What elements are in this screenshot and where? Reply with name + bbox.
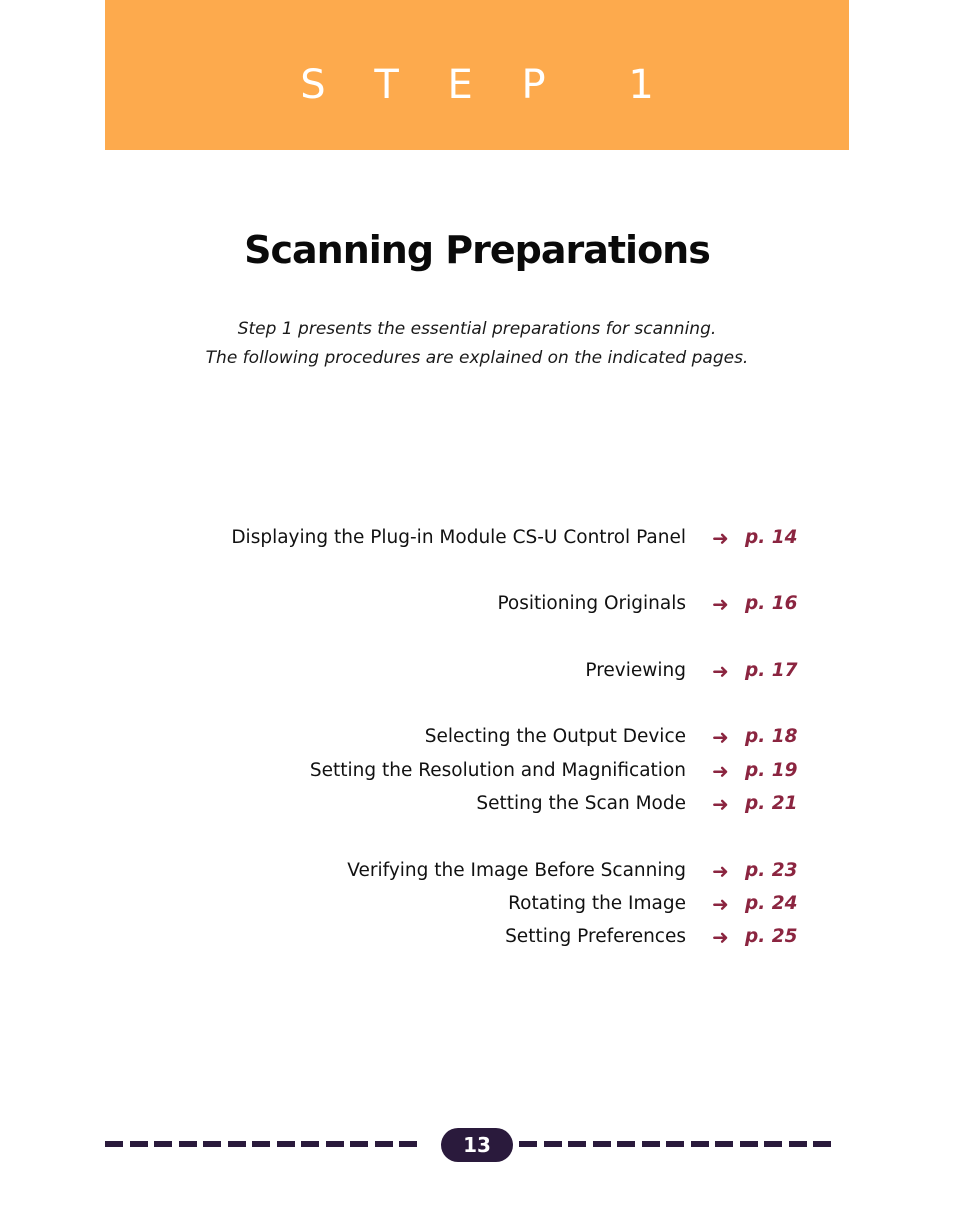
page-title: Scanning Preparations	[244, 228, 710, 272]
footer-dash	[154, 1141, 172, 1147]
footer-dash	[179, 1141, 197, 1147]
step-banner	[105, 0, 849, 150]
toc-page-link[interactable]: p. 21	[745, 793, 798, 814]
footer-dash	[740, 1141, 758, 1147]
footer-dashed-rule-right	[519, 1141, 849, 1147]
arrow-right-icon: ➜	[712, 592, 729, 616]
arrow-right-icon: ➜	[712, 526, 729, 550]
footer-dash	[642, 1141, 660, 1147]
toc-entry-label: Setting the Resolution and Magnification	[309, 760, 686, 781]
arrow-right-icon: ➜	[712, 792, 729, 816]
arrow-right-icon: ➜	[712, 759, 729, 783]
toc-entry-rotating-image[interactable]	[0, 893, 954, 919]
footer-dash	[228, 1141, 246, 1147]
step-letter-p: P	[521, 62, 546, 108]
toc-page-link[interactable]: p. 23	[745, 860, 798, 881]
toc-page-link[interactable]: p. 17	[745, 660, 798, 681]
toc-entry-label: Rotating the Image	[508, 893, 686, 914]
footer-dash	[375, 1141, 393, 1147]
toc-entry-label: Selecting the Output Device	[424, 726, 686, 747]
intro-line-2: The following procedures are explained on the indicated pages.	[205, 348, 749, 368]
toc-entry-output-device[interactable]	[0, 726, 954, 752]
footer-dash	[203, 1141, 221, 1147]
intro-line-1: Step 1 presents the essential preparations for scanning.	[237, 319, 717, 339]
footer-dash	[350, 1141, 368, 1147]
toc-entry-positioning-originals[interactable]	[0, 593, 954, 619]
step-number: 1	[628, 62, 654, 108]
arrow-right-icon: ➜	[712, 925, 729, 949]
footer-dash	[666, 1141, 684, 1147]
arrow-right-icon: ➜	[712, 725, 729, 749]
footer-dash	[252, 1141, 270, 1147]
toc-entry-label: Previewing	[585, 660, 686, 681]
footer-dash	[764, 1141, 782, 1147]
footer-dash	[617, 1141, 635, 1147]
footer-dash	[715, 1141, 733, 1147]
toc-entry-label: Setting the Scan Mode	[476, 793, 686, 814]
footer-dash	[399, 1141, 417, 1147]
step-heading	[105, 62, 849, 108]
arrow-right-icon: ➜	[712, 892, 729, 916]
toc-entry-verifying-image[interactable]	[0, 860, 954, 886]
arrow-right-icon: ➜	[712, 659, 729, 683]
toc-entry-scan-mode[interactable]	[0, 793, 954, 819]
footer-dash	[691, 1141, 709, 1147]
toc-entry-control-panel[interactable]	[0, 527, 954, 553]
footer-dash	[519, 1141, 537, 1147]
footer-dash	[301, 1141, 319, 1147]
footer-dash	[789, 1141, 807, 1147]
toc-page-link[interactable]: p. 14	[745, 527, 798, 548]
footer-dash	[568, 1141, 586, 1147]
toc-entry-label: Positioning Originals	[497, 593, 686, 614]
page-number-badge: 13	[441, 1128, 513, 1162]
footer-dashed-rule-left	[105, 1141, 435, 1147]
footer-dash	[813, 1141, 831, 1147]
toc-entry-resolution[interactable]	[0, 760, 954, 786]
toc-entry-label: Verifying the Image Before Scanning	[347, 860, 686, 881]
step-letter-e: E	[447, 62, 473, 108]
footer-dash	[277, 1141, 295, 1147]
arrow-right-icon: ➜	[712, 859, 729, 883]
footer-dash	[105, 1141, 123, 1147]
toc-entry-label: Setting Preferences	[505, 926, 686, 947]
toc-page-link[interactable]: p. 16	[745, 593, 798, 614]
toc-entry-preferences[interactable]	[0, 926, 954, 952]
toc-page-link[interactable]: p. 24	[745, 893, 798, 914]
step-letter-s: S	[300, 62, 326, 108]
toc-entry-previewing[interactable]	[0, 660, 954, 686]
toc-page-link[interactable]: p. 18	[745, 726, 798, 747]
footer-dash	[326, 1141, 344, 1147]
footer-dash	[130, 1141, 148, 1147]
intro-text	[0, 315, 954, 373]
toc-page-link[interactable]: p. 19	[745, 760, 798, 781]
toc-entry-label: Displaying the Plug-in Module CS-U Control Panel	[231, 527, 686, 548]
step-letter-t: T	[374, 62, 399, 108]
footer-dash	[593, 1141, 611, 1147]
toc-page-link[interactable]: p. 25	[745, 926, 798, 947]
footer-dash	[544, 1141, 562, 1147]
